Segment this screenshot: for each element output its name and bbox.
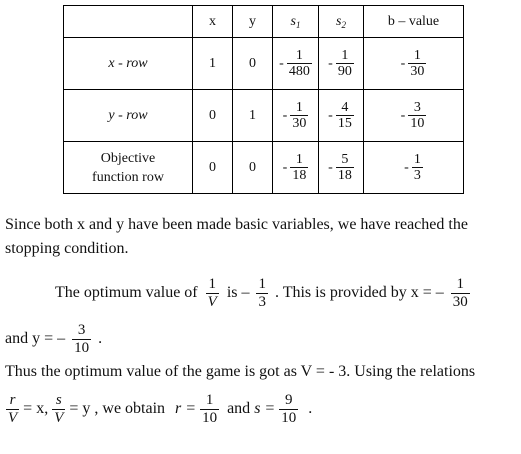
denominator: 30 <box>452 294 468 310</box>
row-label <box>64 90 193 142</box>
cell-b <box>364 38 464 90</box>
paragraph-game-value <box>5 361 475 383</box>
fraction <box>256 276 268 311</box>
denominator: 10 <box>281 410 297 426</box>
fraction <box>206 276 219 311</box>
cell-y: 1 <box>233 90 273 142</box>
numerator: 1 <box>456 276 464 292</box>
numerator: 4 <box>341 100 349 115</box>
cell-s1 <box>273 38 319 90</box>
numerator: 5 <box>341 152 349 167</box>
numerator: 1 <box>208 276 216 292</box>
row-label <box>64 38 193 90</box>
text-span: . <box>98 330 103 348</box>
denominator: 3 <box>258 294 266 310</box>
header-y: y <box>233 6 273 38</box>
denominator: 480 <box>288 64 310 79</box>
text-span: r = <box>175 400 197 418</box>
sign: - <box>400 107 406 123</box>
numerator: 1 <box>341 48 349 63</box>
fraction <box>336 48 354 79</box>
sign: - <box>328 159 333 175</box>
fraction <box>336 100 354 131</box>
sign: - <box>328 55 333 71</box>
numerator: 1 <box>205 392 214 408</box>
header-b-value: b – value <box>364 6 464 38</box>
fraction <box>408 100 426 131</box>
denominator: 30 <box>410 64 425 79</box>
numerator: 1 <box>413 48 421 63</box>
numerator: 1 <box>295 152 303 167</box>
simplex-table <box>63 5 464 194</box>
text-span: The optimum value of <box>55 284 198 302</box>
cell-s2 <box>319 38 364 90</box>
cell-y: 0 <box>233 38 273 90</box>
header-x: x <box>193 6 233 38</box>
text-span: s = <box>254 400 276 418</box>
cell-s1 <box>273 90 319 142</box>
cell-b <box>364 142 464 194</box>
fraction <box>451 276 470 311</box>
text-span: and <box>227 400 251 418</box>
row-label-line: y - row <box>108 108 148 123</box>
table-row <box>64 90 464 142</box>
cell-b <box>364 90 464 142</box>
header-empty-cell <box>64 6 193 38</box>
table-row <box>64 38 464 90</box>
numerator: 3 <box>413 100 421 115</box>
denominator: V <box>54 410 64 426</box>
text-line: Since both x and y have been made basic variables, we have reached the <box>5 216 468 233</box>
text-line: stopping condition. <box>5 240 129 257</box>
sign: - <box>279 55 284 71</box>
sign: - <box>328 107 333 123</box>
numerator: 1 <box>295 48 303 63</box>
header-s2-letter: s <box>336 13 342 29</box>
row-label-line: x - row <box>108 56 148 71</box>
header-s1 <box>273 6 319 38</box>
row-label-line: function row <box>92 169 164 185</box>
fraction <box>290 152 308 183</box>
text-span: and y = – <box>5 330 66 348</box>
denominator: 30 <box>292 116 307 131</box>
sign: - <box>400 55 406 71</box>
cell-x: 0 <box>193 142 233 194</box>
numerator: 9 <box>284 392 293 408</box>
paragraph-relations <box>6 392 312 427</box>
fraction <box>6 392 19 427</box>
text-span: Thus the optimum value of the game is got as V = - 3. Using the relations <box>5 363 476 380</box>
cell-x: 1 <box>193 38 233 90</box>
denominator: 10 <box>202 410 218 426</box>
fraction <box>290 100 308 131</box>
text-span: is – <box>226 284 250 302</box>
numerator: 1 <box>258 276 266 292</box>
denominator: 18 <box>292 168 307 183</box>
fraction <box>200 392 219 427</box>
fraction <box>72 322 91 357</box>
fraction <box>52 392 65 427</box>
denominator: 15 <box>337 116 352 131</box>
row-label-line: Objective <box>100 150 156 166</box>
denominator: 90 <box>337 64 352 79</box>
cell-y: 0 <box>233 142 273 194</box>
fraction <box>287 48 312 79</box>
paragraph-optimum-value <box>55 276 470 311</box>
header-s2-sub: 2 <box>341 19 346 30</box>
denominator: 18 <box>337 168 352 183</box>
text-span: = y , we obtain <box>69 400 166 418</box>
numerator: r <box>9 392 16 408</box>
numerator: 1 <box>413 152 421 167</box>
numerator: 3 <box>77 322 86 338</box>
denominator: 10 <box>74 340 90 356</box>
fraction <box>336 152 354 183</box>
sign: - <box>404 159 409 175</box>
sign: - <box>282 107 288 123</box>
header-s1-sub: 1 <box>295 19 301 30</box>
cell-s1 <box>273 142 319 194</box>
denominator: V <box>207 294 217 310</box>
text-span: . This is provided by x = – <box>274 284 444 302</box>
numerator: 1 <box>295 100 303 115</box>
row-label <box>64 142 193 194</box>
header-s1-letter: s <box>290 13 296 29</box>
cell-x: 0 <box>193 90 233 142</box>
sign: - <box>282 159 288 175</box>
fraction <box>408 48 426 79</box>
text-span: . <box>308 400 313 418</box>
paragraph-and-y <box>5 322 102 357</box>
table-row <box>64 142 464 194</box>
header-row <box>64 6 464 38</box>
numerator: s <box>55 392 62 408</box>
header-s2 <box>319 6 364 38</box>
denominator: 3 <box>413 168 421 183</box>
cell-s2 <box>319 142 364 194</box>
fraction <box>412 152 423 183</box>
text-span: = x, <box>23 400 49 418</box>
paragraph-stopping-condition <box>5 214 468 260</box>
denominator: 10 <box>410 116 425 131</box>
cell-s2 <box>319 90 364 142</box>
denominator: V <box>8 410 18 426</box>
fraction <box>279 392 298 427</box>
